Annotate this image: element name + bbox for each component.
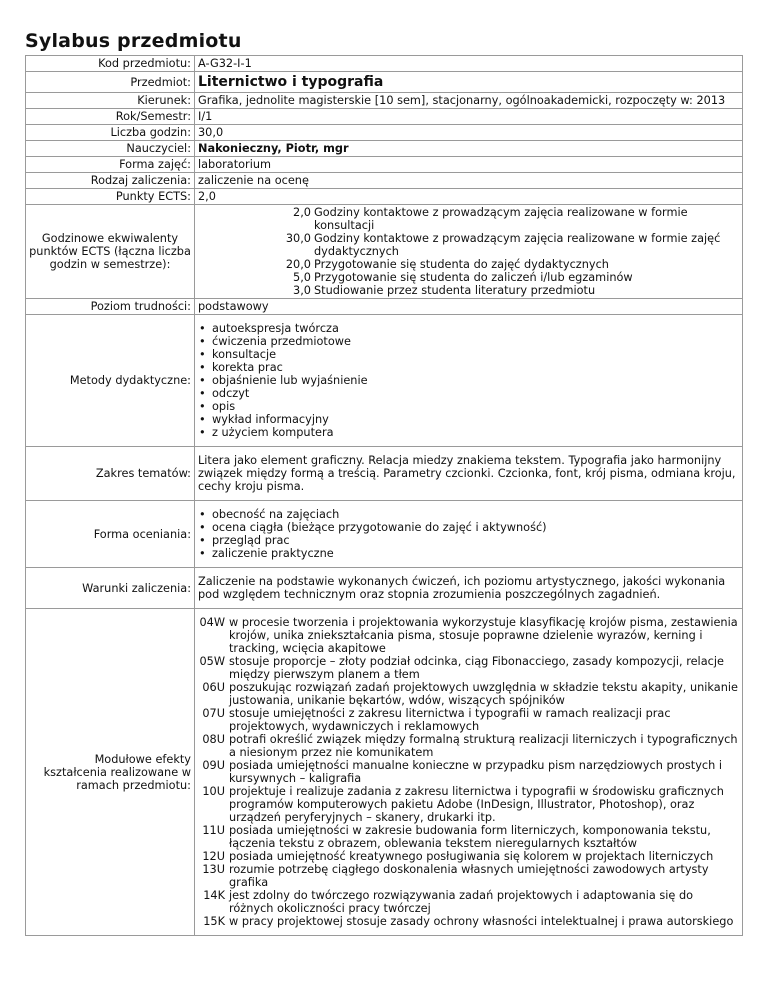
label-forma: Forma zajęć:	[26, 157, 195, 173]
outcome-row	[195, 889, 739, 915]
label-ocena: Forma oceniania:	[26, 501, 195, 568]
row-kierunek	[26, 93, 743, 109]
ects-hours-row	[198, 232, 739, 258]
ects-hours-value: 20,0	[285, 258, 311, 271]
value-poziom: podstawowy	[195, 299, 743, 315]
value-rodzaj: zaliczenie na ocenę	[195, 173, 743, 189]
outcome-text: w pracy projektowej stosuje zasady ochrony własności intelektualnej i prawa autorskiego	[229, 915, 734, 928]
outcome-text: poszukując rozwiązań zadań projektowych uwzględnia w składzie tekstu akapity, unikanie justowania, unikanie bękartów, wdów, wiszących spójników	[229, 681, 738, 707]
outcome-text: stosuje proporcje – złoty podział odcinka, ciąg Fibonacciego, zasady kompozycji, relacje między pierwszym planem a tłem	[229, 655, 724, 681]
ects-hours-description: Godziny kontaktowe z prowadzącym zajęcia realizowane w formie zajęć dydaktycznych	[314, 232, 721, 258]
value-kod: A-G32-I-1	[195, 56, 743, 72]
value-ects: 2,0	[195, 189, 743, 205]
outcome-text: potrafi określić związek między formalną strukturą realizacji literniczych i typograficznych a niesionym przez nie komunikatem	[229, 733, 738, 759]
value-godzinowe	[195, 205, 743, 299]
label-ects: Punkty ECTS:	[26, 189, 195, 205]
outcome-code: 09U	[202, 759, 225, 772]
list-item: • konsultacje	[198, 348, 739, 361]
row-ects	[26, 189, 743, 205]
outcome-text: posiada umiejętności manualne konieczne w przypadku pism narzędziowych prostych i kursywnych – kaligrafia	[229, 759, 723, 785]
ects-hours-list	[198, 206, 739, 297]
ects-hours-value: 5,0	[293, 271, 311, 284]
syllabus-table	[25, 55, 743, 936]
label-zakres: Zakres tematów:	[26, 447, 195, 501]
outcome-text: jest zdolny do twórczego rozwiązywania zadań projektowych i adaptowania się do różnych okoliczności pracy twórczej	[229, 889, 694, 915]
outcome-row	[195, 655, 739, 681]
outcome-row	[195, 707, 739, 733]
value-godziny: 30,0	[195, 125, 743, 141]
value-efekty	[195, 609, 743, 936]
list-item: • ćwiczenia przedmiotowe	[198, 335, 739, 348]
ects-hours-value: 30,0	[285, 232, 311, 245]
outcome-text: w procesie tworzenia i projektowania wykorzystuje klasyfikację krojów pisma, zestawienia krojów, unika zniekształcania pisma, stosuje poprawne dzielenie wyrazów, kerning i tracking, wcięcia akapitowe	[229, 616, 738, 655]
list-item: • wykład informacyjny	[198, 413, 739, 426]
label-rodzaj: Rodzaj zaliczenia:	[26, 173, 195, 189]
list-item: • autoekspresja twórcza	[198, 322, 739, 335]
row-przedmiot	[26, 72, 743, 93]
row-efekty	[26, 609, 743, 936]
outcome-code: 14K	[203, 889, 225, 902]
outcome-text: rozumie potrzebę ciągłego doskonalenia własnych umiejętności zawodowych artysty grafika	[229, 863, 709, 889]
list-item: • z użyciem komputera	[198, 426, 739, 439]
row-nauczyciel	[26, 141, 743, 157]
row-rok	[26, 109, 743, 125]
outcome-code: 08U	[202, 733, 225, 746]
outcome-code: 05W	[199, 655, 225, 668]
ects-hours-row	[198, 206, 739, 232]
ects-hours-value: 3,0	[293, 284, 311, 297]
value-metody	[195, 315, 743, 447]
ects-hours-description: Przygotowanie się studenta do zajęć dydaktycznych	[314, 258, 609, 271]
ects-hours-description: Przygotowanie się studenta do zaliczeń i/lub egzaminów	[314, 271, 633, 284]
ects-hours-description: Godziny kontaktowe z prowadzącym zajęcia realizowane w formie konsultacji	[314, 206, 688, 232]
outcome-row	[195, 850, 739, 863]
row-warunki	[26, 568, 743, 609]
outcome-row	[195, 759, 739, 785]
value-nauczyciel: Nakonieczny, Piotr, mgr	[195, 141, 743, 157]
outcome-text: posiada umiejętność kreatywnego posługiwania się kolorem w projektach literniczych	[229, 850, 714, 863]
outcome-row	[195, 915, 739, 928]
outcome-code: 12U	[202, 850, 225, 863]
methods-list	[198, 322, 739, 439]
row-zakres	[26, 447, 743, 501]
row-ocena	[26, 501, 743, 568]
label-poziom: Poziom trudności:	[26, 299, 195, 315]
row-kod	[26, 56, 743, 72]
outcome-code: 04W	[199, 616, 225, 629]
value-przedmiot: Liternictwo i typografia	[195, 72, 743, 93]
row-poziom	[26, 299, 743, 315]
row-godzinowe	[26, 205, 743, 299]
row-metody	[26, 315, 743, 447]
value-forma: laboratorium	[195, 157, 743, 173]
outcome-code: 07U	[202, 707, 225, 720]
ects-hours-row	[198, 258, 739, 271]
label-rok: Rok/Semestr:	[26, 109, 195, 125]
label-warunki: Warunki zaliczenia:	[26, 568, 195, 609]
outcome-row	[195, 681, 739, 707]
outcome-row	[195, 863, 739, 889]
label-kierunek: Kierunek:	[26, 93, 195, 109]
outcome-text: posiada umiejętności w zakresie budowania form literniczych, komponowania tekstu, łączenia tekstu z obrazem, oblewania tekstem nieregularnych kształtów	[229, 824, 711, 850]
outcome-text: projektuje i realizuje zadania z zakresu liternictwa i typografii w środowisku graficznych programów komputerowych pakietu Adobe (InDesign, Illustrator, Photoshop), oraz urządzeń peryferyjnych – skanery, drukarki itp.	[229, 785, 724, 824]
ects-hours-row	[198, 284, 739, 297]
label-nauczyciel: Nauczyciel:	[26, 141, 195, 157]
outcome-code: 13U	[202, 863, 225, 876]
outcome-row	[195, 733, 739, 759]
outcome-row	[195, 785, 739, 824]
list-item: • opis	[198, 400, 739, 413]
page-title: Sylabus przedmiotu	[25, 30, 242, 52]
list-item: • objaśnienie lub wyjaśnienie	[198, 374, 739, 387]
list-item: • przegląd prac	[198, 534, 739, 547]
row-forma	[26, 157, 743, 173]
list-item: • odczyt	[198, 387, 739, 400]
ects-hours-value: 2,0	[293, 206, 311, 219]
row-rodzaj	[26, 173, 743, 189]
value-ocena	[195, 501, 743, 568]
value-rok: I/1	[195, 109, 743, 125]
value-kierunek: Grafika, jednolite magisterskie [10 sem], stacjonarny, ogólnoakademicki, rozpoczęty w: 2013	[195, 93, 743, 109]
label-przedmiot: Przedmiot:	[26, 72, 195, 93]
value-zakres: Litera jako element graficzny. Relacja miedzy znakiema tekstem. Typografia jako harmonijny związek między formą a treścią. Parametry czcionki. Czcionka, font, krój pisma, odmiana kroju, cechy kroju pisma.	[195, 447, 743, 501]
learning-outcomes-list	[195, 616, 739, 928]
outcome-text: stosuje umiejętności z zakresu liternictwa i typografii w ramach realizacji prac projektowych, wydawniczych i reklamowych	[229, 707, 671, 733]
outcome-code: 11U	[202, 824, 225, 837]
list-item: • ocena ciągła (bieżące przygotowanie do zajęć i aktywność)	[198, 521, 739, 534]
value-warunki: Zaliczenie na podstawie wykonanych ćwiczeń, ich poziomu artystycznego, jakości wykonania pod względem technicznym oraz stopnia zrozumienia poszczególnych zagadnień.	[195, 568, 743, 609]
label-kod: Kod przedmiotu:	[26, 56, 195, 72]
label-efekty: Modułowe efekty kształcenia realizowane w ramach przedmiotu:	[26, 609, 195, 936]
label-godzinowe: Godzinowe ekwiwalenty punktów ECTS (łączna liczba godzin w semestrze):	[26, 205, 195, 299]
outcome-row	[195, 824, 739, 850]
list-item: • zaliczenie praktyczne	[198, 547, 739, 560]
list-item: • korekta prac	[198, 361, 739, 374]
outcome-row	[195, 616, 739, 655]
label-godziny: Liczba godzin:	[26, 125, 195, 141]
list-item: • obecność na zajęciach	[198, 508, 739, 521]
label-metody: Metody dydaktyczne:	[26, 315, 195, 447]
row-godziny	[26, 125, 743, 141]
ects-hours-row	[198, 271, 739, 284]
outcome-code: 10U	[202, 785, 225, 798]
outcome-code: 06U	[202, 681, 225, 694]
assessment-list	[198, 508, 739, 560]
outcome-code: 15K	[203, 915, 225, 928]
ects-hours-description: Studiowanie przez studenta literatury przedmiotu	[314, 284, 596, 297]
